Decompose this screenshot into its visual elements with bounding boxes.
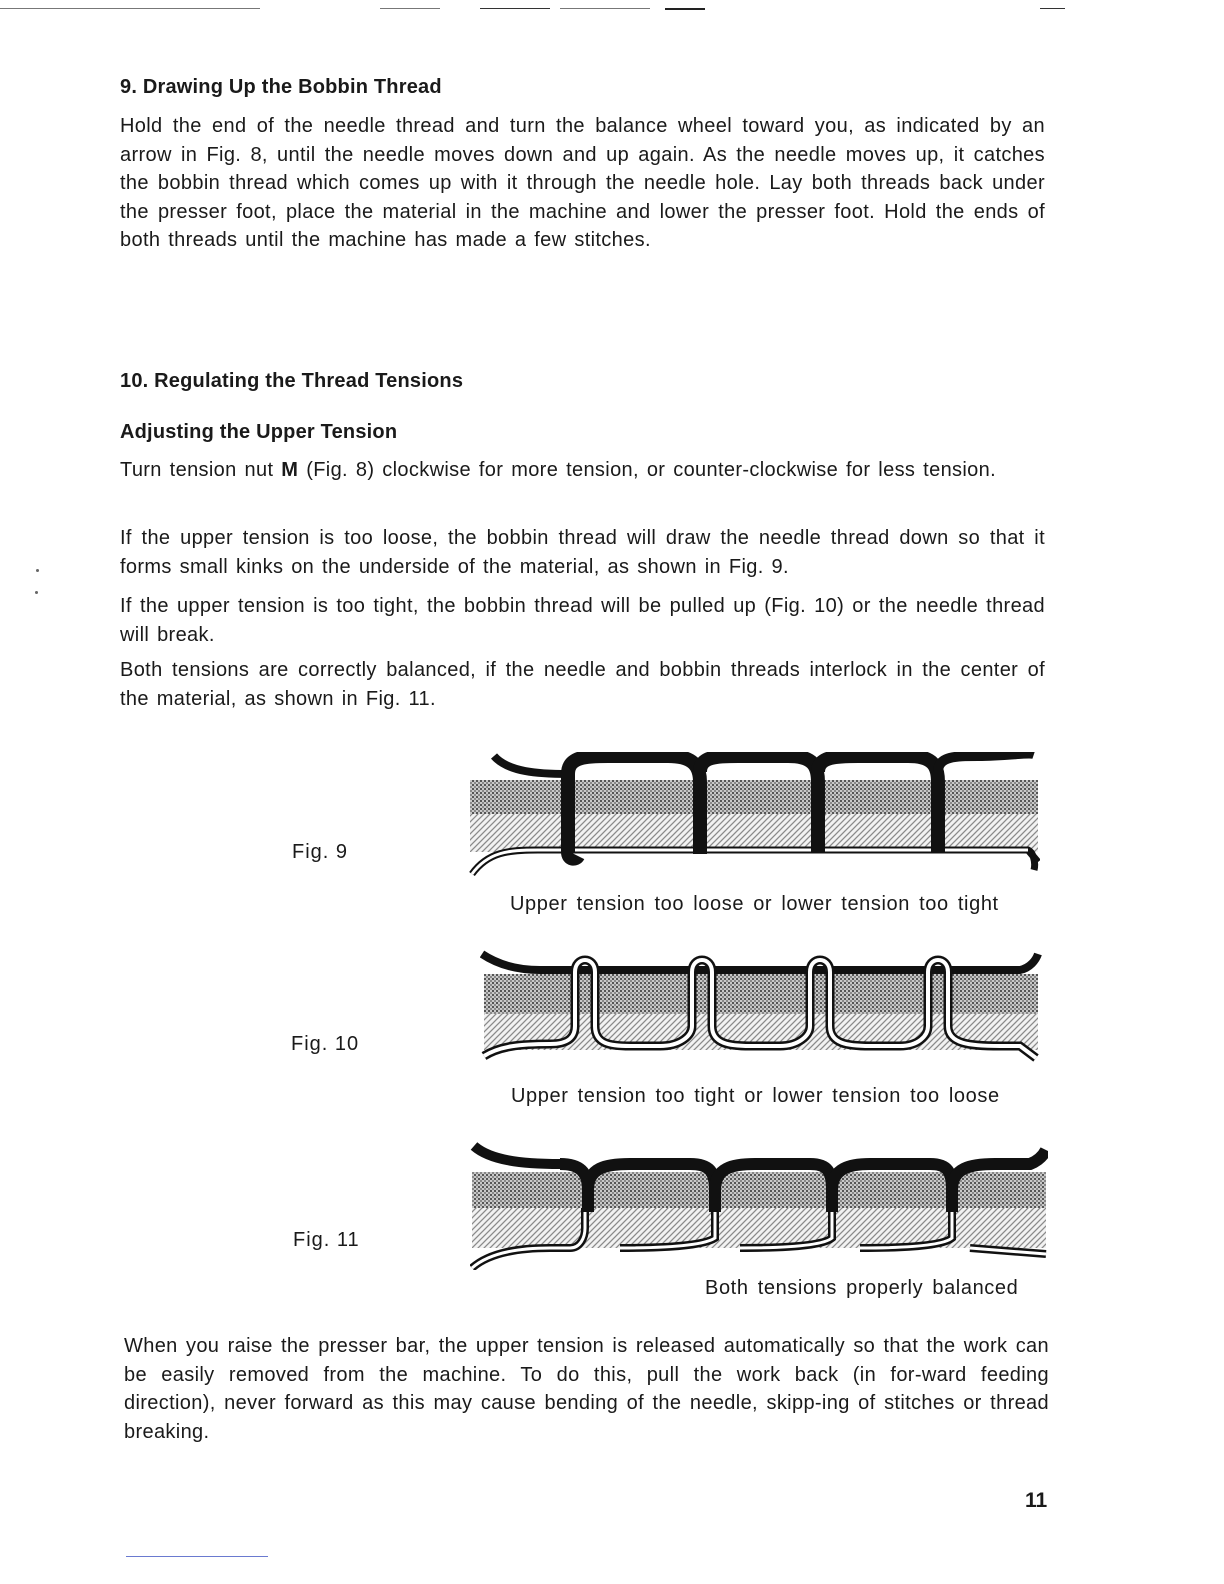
scan-speck <box>36 569 39 572</box>
section-9 <box>120 76 1045 99</box>
fig-10-caption: Upper tension too tight or lower tension too loose <box>511 1085 1000 1107</box>
upper-tension-block <box>120 421 1045 444</box>
section-9-paragraph: Hold the end of the needle thread and turn the balance wheel toward you, as indicated by an arrow in Fig. 8, until the needle moves down and up again. As the needle moves up, it catches the bobbin thread which comes up with it through the needle hole. Lay both threads back under the presser foot, place the material in the machine and lower the presser foot. Hold the ends of both threads until the machine has made a few stitches. <box>120 115 1045 251</box>
section-9-body <box>120 112 1045 255</box>
fig-9-caption: Upper tension too loose or lower tension too tight <box>510 893 999 915</box>
section-10 <box>120 370 1045 393</box>
fig-9-label: Fig. 9 <box>292 841 349 863</box>
p1-start: Turn tension nut <box>120 459 282 481</box>
fig-10-stitch-diagram <box>480 946 1042 1070</box>
section-10-heading: 10. Regulating the Thread Tensions <box>120 370 464 392</box>
upper-tension-subheading: Adjusting the Upper Tension <box>120 421 398 443</box>
page-number: 11 <box>1025 1489 1048 1512</box>
closing-block <box>124 1332 1049 1446</box>
tension-paragraph-4: Both tensions are correctly balanced, if the needle and bobbin threads interlock in the center of the material, as shown in Fig. 11. <box>120 659 1045 710</box>
scan-artifact-bottom-line <box>126 1556 268 1557</box>
fig-9-stitch-diagram <box>468 752 1040 882</box>
fig-11-label: Fig. 11 <box>293 1229 360 1251</box>
closing-paragraph: When you raise the presser bar, the upper tension is released automatically so that the work can be easily removed from the machine. To do this, pull the work back (in for-ward feeding direction), never forward as this may cause bending of the needle, skipp-ing of stitches or thread breaking. <box>124 1335 1049 1443</box>
tension-paragraph-2: If the upper tension is too loose, the bobbin thread will draw the needle thread down so that it forms small kinks on the underside of the material, as shown in Fig. 9. <box>120 527 1045 578</box>
scan-artifact-line <box>0 8 1224 10</box>
fig-10-label: Fig. 10 <box>291 1033 360 1055</box>
scan-speck <box>35 591 38 594</box>
tension-paragraph-3: If the upper tension is too tight, the bobbin thread will be pulled up (Fig. 10) or the needle thread will break. <box>120 595 1045 646</box>
tension-nut-letter: M <box>281 459 299 481</box>
fig-11-caption: Both tensions properly balanced <box>705 1277 1019 1299</box>
p1-end: (Fig. 8) clockwise for more tension, or counter-clockwise for less tension. <box>298 459 997 481</box>
section-9-heading: 9. Drawing Up the Bobbin Thread <box>120 76 442 98</box>
tension-paragraph-1 <box>120 456 1045 485</box>
fig-11-stitch-diagram <box>470 1142 1048 1270</box>
